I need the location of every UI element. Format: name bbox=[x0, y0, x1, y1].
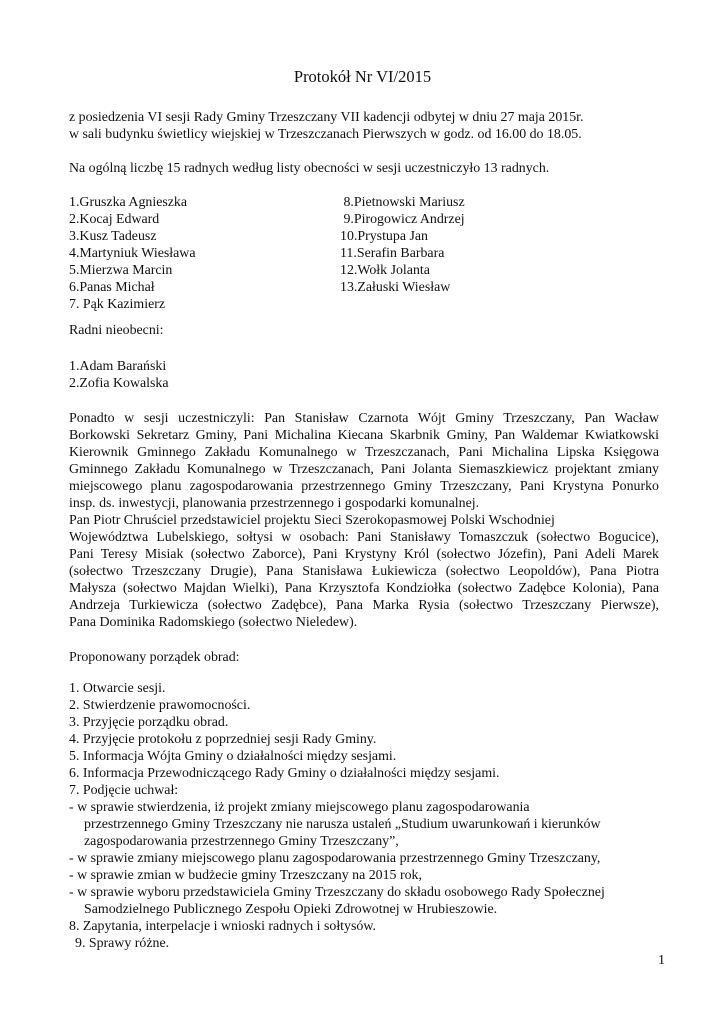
participants-line: Kierownik Gminnego Zakładu Komunalnego w Trzeszczanach, Pani Michalina Lipska Księgowa bbox=[69, 445, 659, 460]
councillor-item: 1.Gruszka Agnieszka bbox=[69, 195, 188, 210]
councillor-item: 4.Martyniuk Wiesława bbox=[69, 246, 196, 261]
agenda-item: 7. Podjęcie uchwał: bbox=[69, 783, 179, 798]
participants-line: Gminnego Zakładu Komunalnego w Trzeszczanach, Pani Jolanta Siemaszkiewicz projektant zmiany bbox=[69, 462, 659, 477]
agenda-subitem-continuation: Samodzielnego Publicznego Zespołu Opieki Zdrowotnej w Hrubieszowie. bbox=[84, 902, 498, 917]
councillors-list-left bbox=[69, 194, 329, 313]
participants-line: Borkowski Sekretarz Gminy, Pani Michalina Kiecana Skarbnik Gminy, Pan Waldemar Kwiatkowski bbox=[69, 428, 659, 443]
agenda-heading bbox=[69, 649, 669, 666]
councillor-item: 7. Pąk Kazimierz bbox=[69, 297, 166, 312]
councillor-item: 6.Panas Michał bbox=[69, 280, 155, 295]
agenda-subitem-continuation: zagospodarowania przestrzennego Gminy Trzeszczany”, bbox=[84, 834, 399, 849]
agenda-subitem: - w sprawie zmian w budżecie gminy Trzeszczany na 2015 rok, bbox=[69, 868, 422, 883]
participants-line: Ponadto w sesji uczestniczyli: Pan Stanisław Czarnota Wójt Gminy Trzeszczany, Pan Wacław bbox=[69, 411, 659, 426]
participants-line: (sołectwo Trzeszczany Drugie), Pana Stanisława Łukiewicza (sołectwo Leopoldów), Pana Piotra bbox=[69, 564, 659, 579]
intro-paragraph bbox=[69, 109, 669, 143]
absent-item: 2.Zofia Kowalska bbox=[69, 376, 169, 391]
councillor-item: 5.Mierzwa Marcin bbox=[69, 263, 173, 278]
agenda-item: 9. Sprawy różne. bbox=[75, 936, 170, 951]
councillor-item: 2.Kocaj Edward bbox=[69, 212, 160, 227]
agenda-heading-text: Proponowany porządek obrad: bbox=[69, 650, 240, 665]
agenda-item: 2. Stwierdzenie prawomocności. bbox=[69, 698, 251, 713]
agenda-item: 4. Przyjęcie protokołu z poprzedniej sesji Rady Gminy. bbox=[69, 732, 377, 747]
participants-line: Województwa Lubelskiego, sołtysi w osobach: Pani Stanisławy Tomaszczuk (sołectwo Bogucice), bbox=[69, 530, 659, 545]
agenda-item: 6. Informacja Przewodniczącego Rady Gminy o działalności między sesjami. bbox=[69, 766, 500, 781]
councillor-item: 12.Wołk Jolanta bbox=[340, 263, 430, 278]
absent-heading-text: Radni nieobecni: bbox=[69, 323, 164, 338]
councillor-item: 8.Pietnowski Mariusz bbox=[340, 195, 465, 210]
agenda-subitem-continuation: przestrzennego Gminy Trzeszczany nie narusza ustaleń „Studium uwarunkowań i kierunków bbox=[84, 817, 601, 832]
participants-paragraph bbox=[69, 410, 659, 631]
attendance-statement bbox=[69, 160, 669, 177]
agenda-item: 8. Zapytania, interpelacje i wnioski radnych i sołtysów. bbox=[69, 919, 376, 934]
agenda-item: 1. Otwarcie sesji. bbox=[69, 681, 166, 696]
agenda-item: 3. Przyjęcie porządku obrad. bbox=[69, 715, 229, 730]
participants-line: Małysza (sołectwo Majdan Wielki), Pana Krzysztofa Kondziołka (sołectwo Zadębce Kolonia), Pana bbox=[69, 581, 659, 596]
councillors-list-right bbox=[340, 194, 620, 296]
page-number: 1 bbox=[658, 953, 665, 968]
councillor-item: 11.Serafin Barbara bbox=[340, 246, 445, 261]
intro-line: w sali budynku świetlicy wiejskiej w Trzeszczanach Pierwszych w godz. od 16.00 do 18.05. bbox=[69, 127, 582, 142]
councillor-item: 9.Pirogowicz Andrzej bbox=[340, 212, 465, 227]
participants-line: miejscowego planu zagospodarowania przestrzennego Gminy Trzeszczany, Pani Krystyna Ponurko bbox=[69, 479, 659, 494]
intro-line: z posiedzenia VI sesji Rady Gminy Trzeszczany VII kadencji odbytej w dniu 27 maja 2015r. bbox=[69, 110, 584, 125]
absent-item: 1.Adam Barański bbox=[69, 359, 167, 374]
councillor-item: 3.Kusz Tadeusz bbox=[69, 229, 157, 244]
participants-line: insp. ds. inwestycji, planowania przestrzennego i gospodarki komunalnej. bbox=[69, 496, 480, 511]
participants-line: Pan Piotr Chruściel przedstawiciel projektu Sieci Szerokopasmowej Polski Wschodniej bbox=[69, 513, 555, 528]
councillor-item: 10.Prystupa Jan bbox=[340, 229, 428, 244]
document-title: Protokół Nr VI/2015 bbox=[293, 67, 432, 86]
attendance-text: Na ogólną liczbę 15 radnych według listy obecności w sesji uczestniczyło 13 radnych. bbox=[69, 161, 550, 176]
councillor-item: 13.Załuski Wiesław bbox=[340, 280, 451, 295]
agenda-subitem: - w sprawie wyboru przedstawiciela Gminy Trzeszczany do składu osobowego Rady Społecznej bbox=[69, 885, 605, 900]
participants-line: Pani Teresy Misiak (sołectwo Zaborce), Pani Krystyny Król (sołectwo Józefin), Pani Adeli Marek bbox=[69, 547, 659, 562]
participants-line: Andrzeja Turkiewicza (sołectwo Zadębce), Pana Marka Rysia (sołectwo Trzeszczany Pierwsze), bbox=[69, 598, 659, 613]
agenda-subitem: - w sprawie stwierdzenia, iż projekt zmiany miejscowego planu zagospodarowania bbox=[69, 800, 530, 815]
agenda-subitem: - w sprawie zmiany miejscowego planu zagospodarowania przestrzennego Gminy Trzeszczany, bbox=[69, 851, 601, 866]
agenda-list bbox=[69, 680, 669, 952]
absent-list bbox=[69, 358, 669, 392]
agenda-item: 5. Informacja Wójta Gminy o działalności między sesjami. bbox=[69, 749, 397, 764]
absent-heading bbox=[69, 322, 669, 339]
participants-line: Pana Dominika Radomskiego (sołectwo Nieledew). bbox=[69, 615, 358, 630]
